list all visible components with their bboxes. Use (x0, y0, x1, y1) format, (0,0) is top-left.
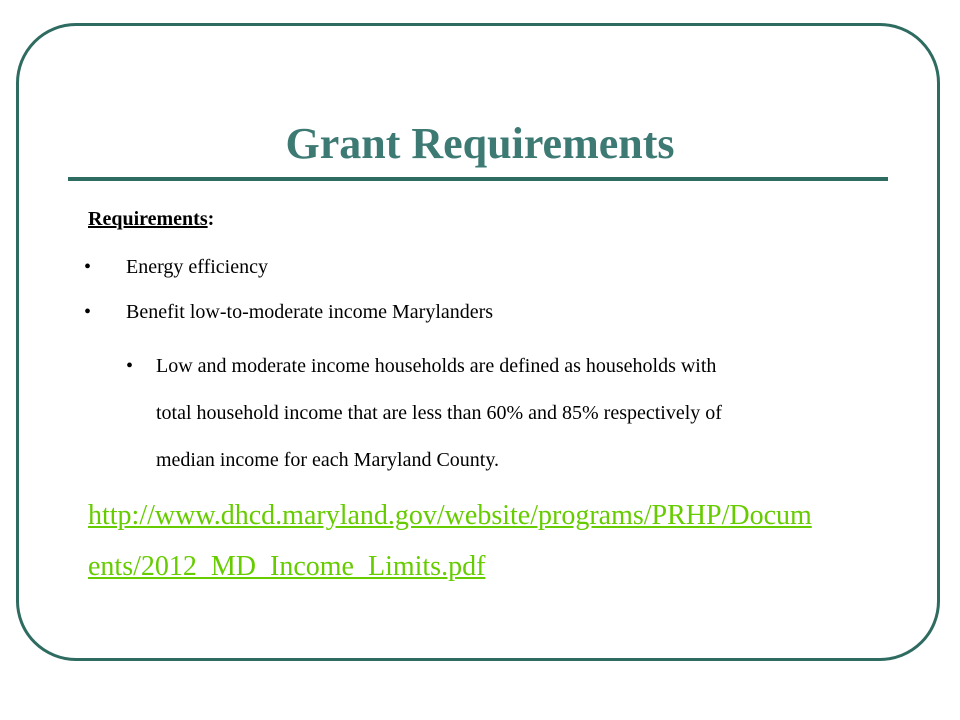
bullet-text: Energy efficiency (126, 256, 268, 278)
income-limits-link[interactable] (88, 490, 918, 592)
sub-bullet-line: median income for each Maryland County. (156, 449, 500, 471)
bullet-item (84, 297, 493, 327)
link-line: http://www.dhcd.maryland.gov/website/programs/PRHP/Docum (88, 500, 812, 531)
sub-bullet-line: total household income that are less than 60% and 85% respectively of (156, 402, 722, 424)
link-line: ents/2012_MD_Income_Limits.pdf (88, 551, 486, 582)
requirements-heading-colon: : (207, 208, 215, 230)
requirements-heading-label: Requirements (88, 208, 208, 230)
slide-title: Grant Requirements (285, 119, 675, 168)
title-divider (68, 177, 888, 181)
bullet-icon: • (84, 301, 92, 323)
bullet-item (84, 252, 268, 282)
bullet-text: Benefit low-to-moderate income Marylanders (126, 301, 494, 323)
bullet-icon: • (84, 256, 92, 278)
requirements-heading (88, 204, 214, 234)
sub-bullet-line (126, 343, 916, 390)
sub-bullet-item (126, 343, 916, 484)
sub-bullet-icon: • (126, 355, 134, 377)
sub-bullet-text: Low and moderate income households are defined as households with (156, 355, 717, 377)
